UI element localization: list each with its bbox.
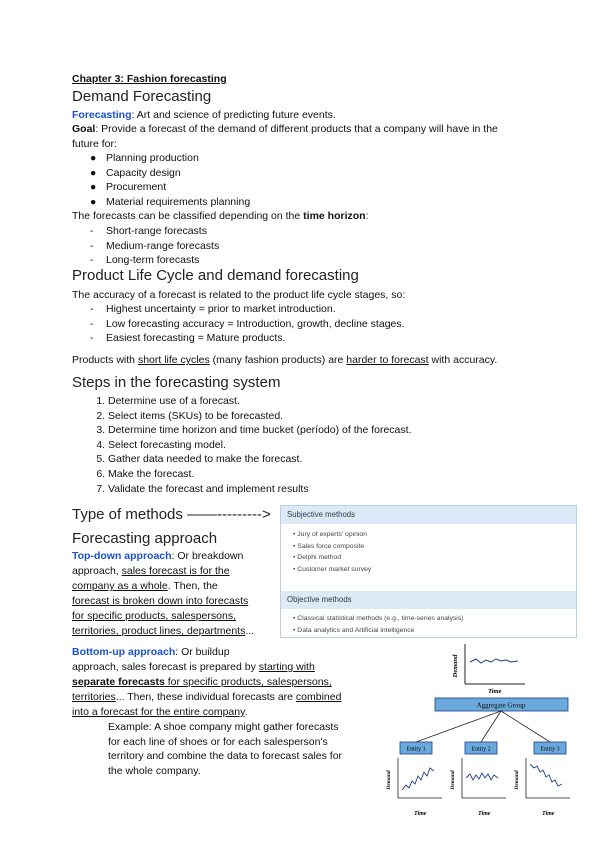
horizon-dash-list bbox=[90, 224, 219, 268]
short-life-cycles-paragraph: Products with short life cycles (many fashion products) are harder to forecast with accuracy. bbox=[72, 354, 498, 366]
heading-type-of-methods: Type of methods ——---------> bbox=[72, 506, 271, 523]
list-item: - Medium-range forecasts bbox=[90, 239, 220, 252]
aggregate-demand-plot bbox=[452, 644, 525, 695]
list-item: • Jury of experts' opinion bbox=[293, 531, 367, 538]
connector bbox=[416, 711, 501, 742]
top-down-line-5: for specific products, salespersons, bbox=[72, 610, 236, 622]
list-item: - Long-term forecasts bbox=[90, 254, 200, 267]
list-item: 7. Validate the forecast and implement results bbox=[108, 482, 411, 497]
entity-demand-plot bbox=[450, 758, 506, 817]
goal-line-2: future for: bbox=[72, 138, 117, 150]
goal-bullet-list bbox=[90, 151, 250, 209]
demand-line bbox=[470, 659, 518, 663]
methods-panel bbox=[280, 505, 577, 638]
axis-label: Time bbox=[488, 688, 502, 695]
list-item: • Delphi method bbox=[293, 554, 342, 561]
list-item: - Low forecasting accuracy = Introduction, growth, decline stages. bbox=[90, 317, 405, 330]
bottom-up-line-4: territories... Then, these individual forecasts are combined bbox=[72, 691, 342, 703]
svg-text:Demand: Demand bbox=[450, 770, 456, 790]
svg-text:Demand: Demand bbox=[386, 770, 392, 790]
list-item: ● Procurement bbox=[90, 181, 167, 194]
plc-intro: The accuracy of a forecast is related to the product life cycle stages, so: bbox=[72, 289, 406, 301]
aggregate-diagram bbox=[380, 640, 580, 825]
entity-demand-plot bbox=[386, 758, 442, 817]
heading-steps: Steps in the forecasting system bbox=[72, 374, 281, 391]
goal-label: Goal bbox=[72, 123, 96, 135]
time-horizon-intro: The forecasts can be classified depending on the time horizon: bbox=[72, 210, 369, 222]
steps-list bbox=[72, 394, 411, 496]
demand-line bbox=[402, 768, 434, 790]
example-line: for each line of shoes or for each salesperson's bbox=[108, 735, 328, 748]
list-item: 1. Determine use of a forecast. bbox=[108, 394, 411, 409]
bottom-up-label: Bottom-up approach bbox=[72, 646, 176, 658]
list-item: 4. Select forecasting model. bbox=[108, 438, 411, 453]
svg-text:Demand: Demand bbox=[514, 770, 520, 790]
goal-line-1 bbox=[72, 122, 498, 137]
list-item: 6. Make the forecast. bbox=[108, 467, 411, 482]
forecasting-label: Forecasting bbox=[72, 109, 132, 121]
plc-dash-list bbox=[90, 302, 405, 346]
chapter-title: Chapter 3: Fashion forecasting bbox=[72, 73, 227, 85]
top-down-line-6: territories, product lines, departments... bbox=[72, 625, 255, 637]
subjective-methods-list bbox=[281, 524, 576, 587]
time-horizon-bold: time horizon bbox=[303, 210, 366, 222]
bottom-up-line-2: approach, sales forecast is prepared by starting with bbox=[72, 661, 315, 673]
top-down-line-1: Top-down approach: Or breakdown bbox=[72, 550, 244, 562]
list-item: • Classical statistical methods (e.g., time-series analysis) bbox=[293, 615, 464, 622]
top-down-line-4: forecast is broken down into forecasts bbox=[72, 595, 249, 607]
demand-line bbox=[530, 764, 562, 786]
entity-label: Entity 3 bbox=[540, 746, 560, 753]
example-line: the whole company. bbox=[108, 764, 201, 777]
list-item: ● Material requirements planning bbox=[90, 195, 251, 208]
entity-label: Entity 2 bbox=[471, 746, 491, 753]
top-down-label: Top-down approach bbox=[72, 550, 172, 562]
bottom-up-line-3: separate forecasts for specific products, salespersons, bbox=[72, 676, 332, 688]
forecasting-definition bbox=[72, 108, 336, 123]
axis-label: Demand bbox=[452, 654, 459, 678]
list-item: 5. Gather data needed to make the forecast. bbox=[108, 452, 411, 467]
example-block bbox=[108, 720, 342, 778]
list-item: - Highest uncertainty = prior to market introduction. bbox=[90, 303, 336, 315]
svg-text:Time: Time bbox=[542, 811, 555, 817]
entity-demand-plot bbox=[514, 758, 570, 817]
objective-methods-header: Objective methods bbox=[281, 591, 576, 609]
demand-line bbox=[466, 773, 498, 780]
heading-product-life-cycle: Product Life Cycle and demand forecasting bbox=[72, 267, 359, 284]
top-down-line-3: company as a whole. Then, the bbox=[72, 580, 218, 592]
example-line: territory and combine the data to forecast sales for bbox=[108, 750, 343, 763]
bottom-up-line-1: Bottom-up approach: Or buildup bbox=[72, 646, 230, 658]
list-item: ● Planning production bbox=[90, 152, 199, 164]
forecasting-def-text: : Art and science of predicting future events. bbox=[131, 109, 336, 121]
bottom-up-line-5: into a forecast for the entire company. bbox=[72, 706, 248, 718]
list-item: • Data analytics and Artificial intelligence bbox=[293, 626, 415, 634]
connector bbox=[481, 711, 501, 742]
heading-forecasting-approach: Forecasting approach bbox=[72, 530, 218, 547]
top-down-line-2: approach, sales forecast is for the bbox=[72, 565, 230, 577]
list-item: • Sales force composite bbox=[293, 542, 365, 550]
list-item: ● Capacity design bbox=[90, 166, 181, 179]
objective-methods-list bbox=[281, 609, 576, 636]
list-item: - Easiest forecasting = Mature products. bbox=[90, 332, 286, 345]
list-item: - Short-range forecasts bbox=[90, 225, 207, 237]
list-item: 3. Determine time horizon and time bucket (período) of the forecast. bbox=[108, 423, 411, 438]
entity-label: Entity 1 bbox=[406, 746, 426, 753]
subjective-methods-header: Subjective methods bbox=[281, 506, 576, 524]
svg-text:Time: Time bbox=[478, 811, 491, 817]
list-item: 2. Select items (SKUs) to be forecasted. bbox=[108, 409, 411, 424]
example-line: Example: A shoe company might gather forecasts bbox=[108, 721, 339, 733]
goal-text: : Provide a forecast of the demand of different products that a company will have in the bbox=[95, 123, 498, 135]
connector bbox=[501, 711, 550, 742]
heading-demand-forecasting: Demand Forecasting bbox=[72, 88, 212, 105]
svg-text:Time: Time bbox=[414, 811, 427, 817]
list-item: • Customer market survey bbox=[293, 565, 372, 573]
aggregate-group-label: Aggregate Group bbox=[476, 701, 526, 710]
